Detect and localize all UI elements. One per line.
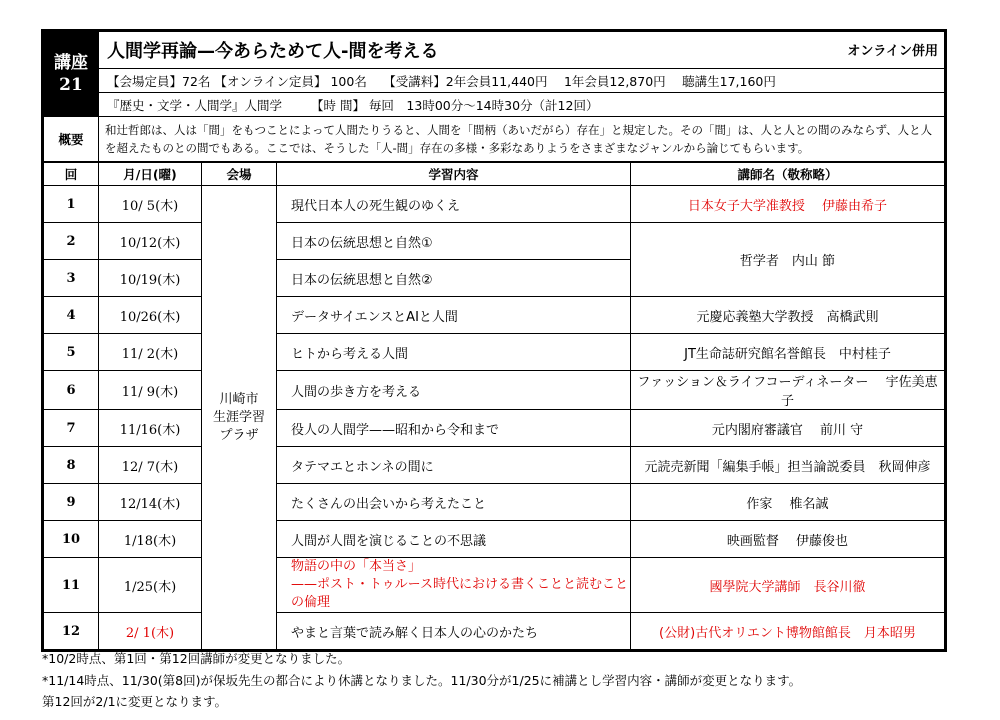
row-lecturer: 作家 椎名誠 xyxy=(631,484,945,521)
course-header-table xyxy=(43,31,945,162)
row-lecturer: 元読売新聞「編集手帳」担当論説委員 秋岡伸彦 xyxy=(631,447,945,484)
row-num: 1 xyxy=(44,186,99,223)
table-row xyxy=(44,371,945,410)
row-num: 2 xyxy=(44,223,99,260)
col-header-date: 月/日(曜) xyxy=(99,163,202,186)
notes xyxy=(42,648,801,713)
row-content: やまと言葉で読み解く日本人の心のかたち xyxy=(277,613,631,650)
row-date: 10/ 5(木) xyxy=(99,186,202,223)
table-row xyxy=(44,521,945,558)
row-date: 1/25(木) xyxy=(99,558,202,613)
venue-line: プラザ xyxy=(219,427,259,443)
schedule-table xyxy=(43,162,945,650)
row-lecturer: 哲学者 内山 節 xyxy=(631,223,945,297)
col-header-num: 回 xyxy=(44,163,99,186)
row-lecturer: 元慶応義塾大学教授 高橋武則 xyxy=(631,297,945,334)
info-line-2: 『歴史・文学・人間学』人間学 【時 間】 毎回 13時00分～14時30分（計12回） xyxy=(99,93,945,117)
row-date: 11/ 9(木) xyxy=(99,371,202,410)
row-date: 10/12(木) xyxy=(99,223,202,260)
row-date: 11/16(木) xyxy=(99,410,202,447)
row-content: データサイエンスとAIと人間 xyxy=(277,297,631,334)
row-num: 7 xyxy=(44,410,99,447)
summary-label: 概要 xyxy=(44,117,99,162)
course-title: 人間学再論—今あらためて人-間を考える xyxy=(107,41,439,62)
course-title-cell xyxy=(99,32,945,69)
col-header-content: 学習内容 xyxy=(277,163,631,186)
row-content: 現代日本人の死生観のゆくえ xyxy=(277,186,631,223)
row-num: 3 xyxy=(44,260,99,297)
row-num: 5 xyxy=(44,334,99,371)
table-row xyxy=(44,558,945,613)
row-lecturer: JT生命誌研究館名誉館長 中村桂子 xyxy=(631,334,945,371)
content-line-1: 物語の中の「本当さ」 xyxy=(291,559,422,574)
venue-line: 川崎市 xyxy=(219,391,259,407)
course-label: 講座 xyxy=(54,53,88,73)
row-num: 10 xyxy=(44,521,99,558)
row-content: 日本の伝統思想と自然① xyxy=(277,223,631,260)
row-num: 6 xyxy=(44,371,99,410)
table-row xyxy=(44,613,945,650)
col-header-lecturer: 講師名（敬称略） xyxy=(631,163,945,186)
row-num: 4 xyxy=(44,297,99,334)
venue-cell xyxy=(202,186,277,650)
content-line-2: ——ポスト・トゥルース時代における書くことと読むことの倫理 xyxy=(291,577,629,610)
row-num: 11 xyxy=(44,558,99,613)
table-row xyxy=(44,410,945,447)
row-lecturer: 國學院大学講師 長谷川徹 xyxy=(631,558,945,613)
row-content xyxy=(277,558,631,613)
row-date: 2/ 1(木) xyxy=(99,613,202,650)
row-num: 8 xyxy=(44,447,99,484)
row-lecturer: 元内閣府審議官 前川 守 xyxy=(631,410,945,447)
note-line: 第12回が2/1に変更となります。 xyxy=(42,694,228,709)
row-content: 日本の伝統思想と自然② xyxy=(277,260,631,297)
table-row xyxy=(44,186,945,223)
row-lecturer: 日本女子大学准教授 伊藤由希子 xyxy=(631,186,945,223)
note-line: *11/14時点、11/30(第8回)が保坂先生の都合により休講となりました。11/30分が1/25に補講とし学習内容・講師が変更となります。 xyxy=(42,672,802,688)
row-date: 1/18(木) xyxy=(99,521,202,558)
row-num: 12 xyxy=(44,613,99,650)
info-line-1: 【会場定員】72名 【オンライン定員】 100名 【受講料】2年会員11,440円 1年会員12,870円 聴講生17,160円 xyxy=(99,69,945,93)
row-lecturer: ファッション＆ライフコーディネーター 宇佐美恵子 xyxy=(631,371,945,410)
table-row xyxy=(44,447,945,484)
venue-line: 生涯学習 xyxy=(212,409,265,425)
course-sheet xyxy=(41,29,947,652)
table-row xyxy=(44,297,945,334)
row-date: 10/19(木) xyxy=(99,260,202,297)
online-badge: オンライン併用 xyxy=(847,44,938,59)
row-num: 9 xyxy=(44,484,99,521)
course-number-badge xyxy=(44,32,99,117)
table-row xyxy=(44,484,945,521)
row-date: 12/ 7(木) xyxy=(99,447,202,484)
row-lecturer: 映画監督 伊藤俊也 xyxy=(631,521,945,558)
row-lecturer: (公財)古代オリエント博物館館長 月本昭男 xyxy=(631,613,945,650)
row-date: 11/ 2(木) xyxy=(99,334,202,371)
note-line: *10/2時点、第1回・第12回講師が変更となりました。 xyxy=(42,651,351,666)
course-number: 21 xyxy=(59,75,83,95)
row-content: たくさんの出会いから考えたこと xyxy=(277,484,631,521)
row-content: ヒトから考える人間 xyxy=(277,334,631,371)
row-content: 人間の歩き方を考える xyxy=(277,371,631,410)
row-content: 人間が人間を演じることの不思議 xyxy=(277,521,631,558)
row-content: 役人の人間学——昭和から令和まで xyxy=(277,410,631,447)
row-date: 12/14(木) xyxy=(99,484,202,521)
row-date: 10/26(木) xyxy=(99,297,202,334)
col-header-venue: 会場 xyxy=(202,163,277,186)
row-content: タテマエとホンネの間に xyxy=(277,447,631,484)
table-row xyxy=(44,223,945,260)
table-row xyxy=(44,334,945,371)
summary-text: 和辻哲郎は、人は「間」をもつことによって人間たりうると、人間を「間柄（あいだがら）存在」と規定した。その「間」は、人と人との間のみならず、人と人を超えたものとの間でもある。ここでは、そうした「人-間」存在の多様・多彩なありようをさまざまなジャンルから論じてもらいます。 xyxy=(99,117,945,162)
